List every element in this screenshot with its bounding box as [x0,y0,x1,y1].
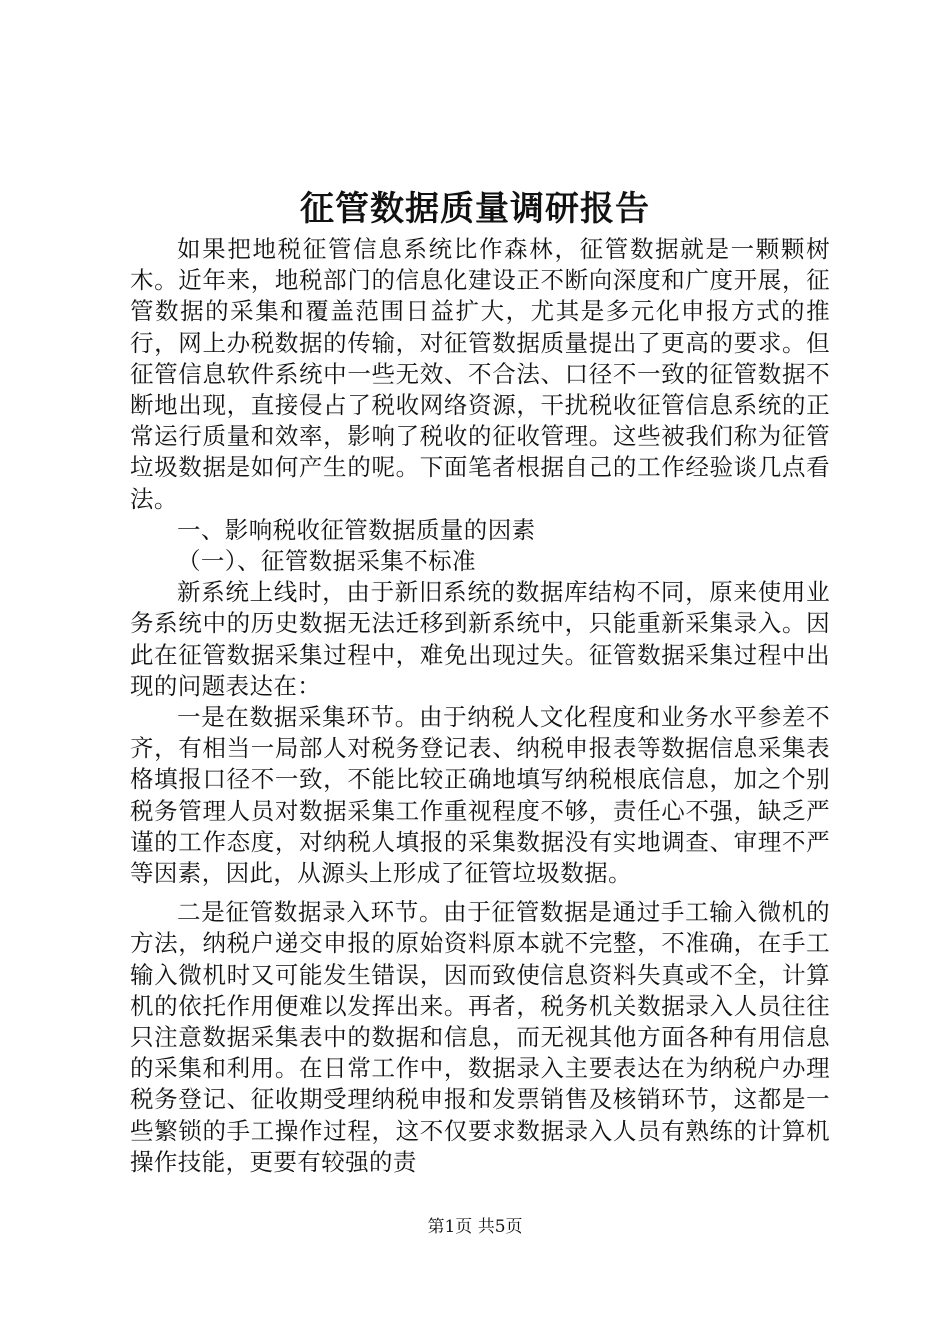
page-number: 第1页 共5页 [427,1217,523,1237]
page-title: 征管数据质量调研报告 [300,189,650,229]
paragraph-entry-stage: 二是征管数据录入环节。由于征管数据是通过手工输入微机的方法，纳税户递交申报的原始资料原本就不完整，不准确，在手工输入微机时又可能发生错误，因而致使信息资料失真或不全，计算机的依托作用便难以发挥出来。再者，税务机关数据录入人员往往只注意数据采集表中的数据和信息，而无视其他方面各种有用信息的采集和利用。在日常工作中，数据录入主要表达在为纳税户办理税务登记、征收期受理纳税申报和发票销售及核销环节，这都是一些繁锁的手工操作过程，这不仅要求数据录入人员有熟练的计算机操作技能，更要有较强的责 [130,898,830,1176]
subsection-heading: （一）、征管数据采集不标准 [177,547,476,576]
paragraph-collection-stage: 一是在数据采集环节。由于纳税人文化程度和业务水平参差不齐，有相当一局部人对税务登记表、纳税申报表等数据信息采集表格填报口径不一致，不能比较正确地填写纳税根底信息，加之个别税务管理人员对数据采集工作重视程度不够，责任心不强，缺乏严谨的工作态度，对纳税人填报的采集数据没有实地调查、审理不严等因素，因此，从源头上形成了征管垃圾数据。 [130,703,830,888]
section-heading: 一、影响税收征管数据质量的因素 [177,515,536,544]
document-body [130,234,830,1178]
paragraph-new-system: 新系统上线时，由于新旧系统的数据库结构不同，原来使用业务系统中的历史数据无法迁移到新系统中，只能重新采集录入。因此在征管数据采集过程中，难免出现过失。征管数据采集过程中出现的问题表达在： [130,578,830,700]
paragraph-intro: 如果把地税征管信息系统比作森林，征管数据就是一颗颗树木。近年来，地税部门的信息化建设正不断向深度和广度开展，征管数据的采集和覆盖范围日益扩大，尤其是多元化申报方式的推行，网上办税数据的传输，对征管数据质量提出了更高的要求。但征管信息软件系统中一些无效、不合法、口径不一致的征管数据不断地出现，直接侵占了税收网络资源，干扰税收征管信息系统的正常运行质量和效率，影响了税收的征收管理。这些被我们称为征管垃圾数据是如何产生的呢。下面笔者根据自己的工作经验谈几点看法。 [130,235,830,513]
